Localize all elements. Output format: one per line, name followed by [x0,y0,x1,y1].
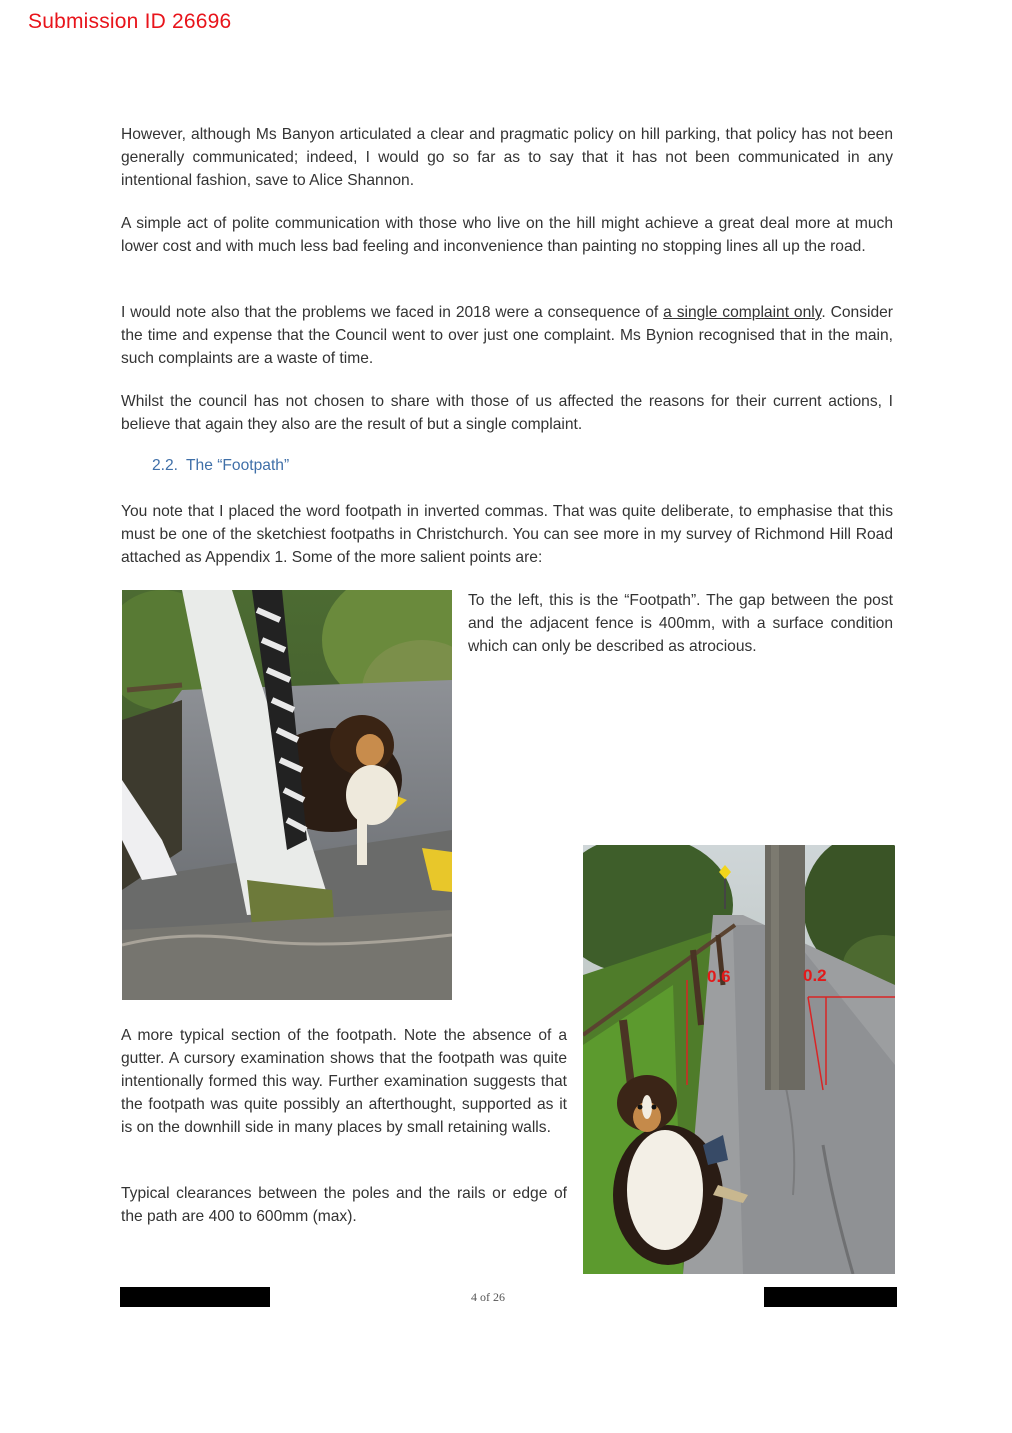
section-title: The “Footpath” [186,457,290,474]
paragraph-communication-policy: However, although Ms Banyon articulated a clear and pragmatic policy on hill parking, that policy has not been generally communicated; indeed, I would go so far as to say that it has not been communicated in any intentional fashion, save to Alice Shannon. [121,126,893,189]
measurement-label-right: 0.2 [803,966,827,985]
redaction-bar-left [120,1287,270,1307]
redaction-bar-right [764,1287,897,1307]
caption-typical-section: A more typical section of the footpath. Note the absence of a gutter. A cursory examination shows that the footpath was quite intentionally formed this way. Further examination suggests that the footpath was quite possibly an afterthought, supported as it is on the downhill side in many places by small retaining walls. [121,1027,567,1136]
section-heading [152,457,289,475]
paragraph-polite-communication: A simple act of polite communication with those who live on the hill might achieve a great deal more at much lower cost and with much less bad feeling and inconvenience than painting no stopping lines all up the road. [121,215,893,255]
p3-text-before: I would note also that the problems we faced in 2018 were a consequence of [121,304,664,321]
photo-footpath-clearances [583,845,895,1274]
measurement-label-left: 0.6 [707,967,731,986]
photo-footpath-pole [122,590,452,1000]
page-number: 4 of 26 [471,1290,505,1304]
photo-footpath-clearances-image [583,845,895,1274]
caption-typical-clearances: Typical clearances between the poles and the rails or edge of the path are 400 to 600mm (max). [121,1185,567,1225]
paragraph-current-actions: Whilst the council has not chosen to share with those of us affected the reasons for their current actions, I believe that again they also are the result of but a single complaint. [121,393,893,433]
caption-footpath-pole: To the left, this is the “Footpath”. The gap between the post and the adjacent fence is 400mm, with a surface condition which can only be described as atrocious. [468,592,893,655]
p3-text-after: . Consider the time and expense that the Council went to over just one complaint. Ms Bynion recognised that in the main, such complaints are a waste of time. [121,304,893,367]
p3-underlined-text: a single complaint only [663,304,822,321]
photo-footpath-pole-image [122,590,452,1000]
paragraph-footpath-intro: You note that I placed the word footpath in inverted commas. That was quite deliberate, to emphasise that this must be one of the sketchiest footpaths in Christchurch. You can see more in my survey of Richmond Hill Road attached as Appendix 1. Some of the more salient points are: [121,503,893,566]
section-number: 2.2. [152,457,179,474]
paragraph-single-complaint [121,301,893,370]
submission-id: Submission ID 26696 [28,10,232,33]
